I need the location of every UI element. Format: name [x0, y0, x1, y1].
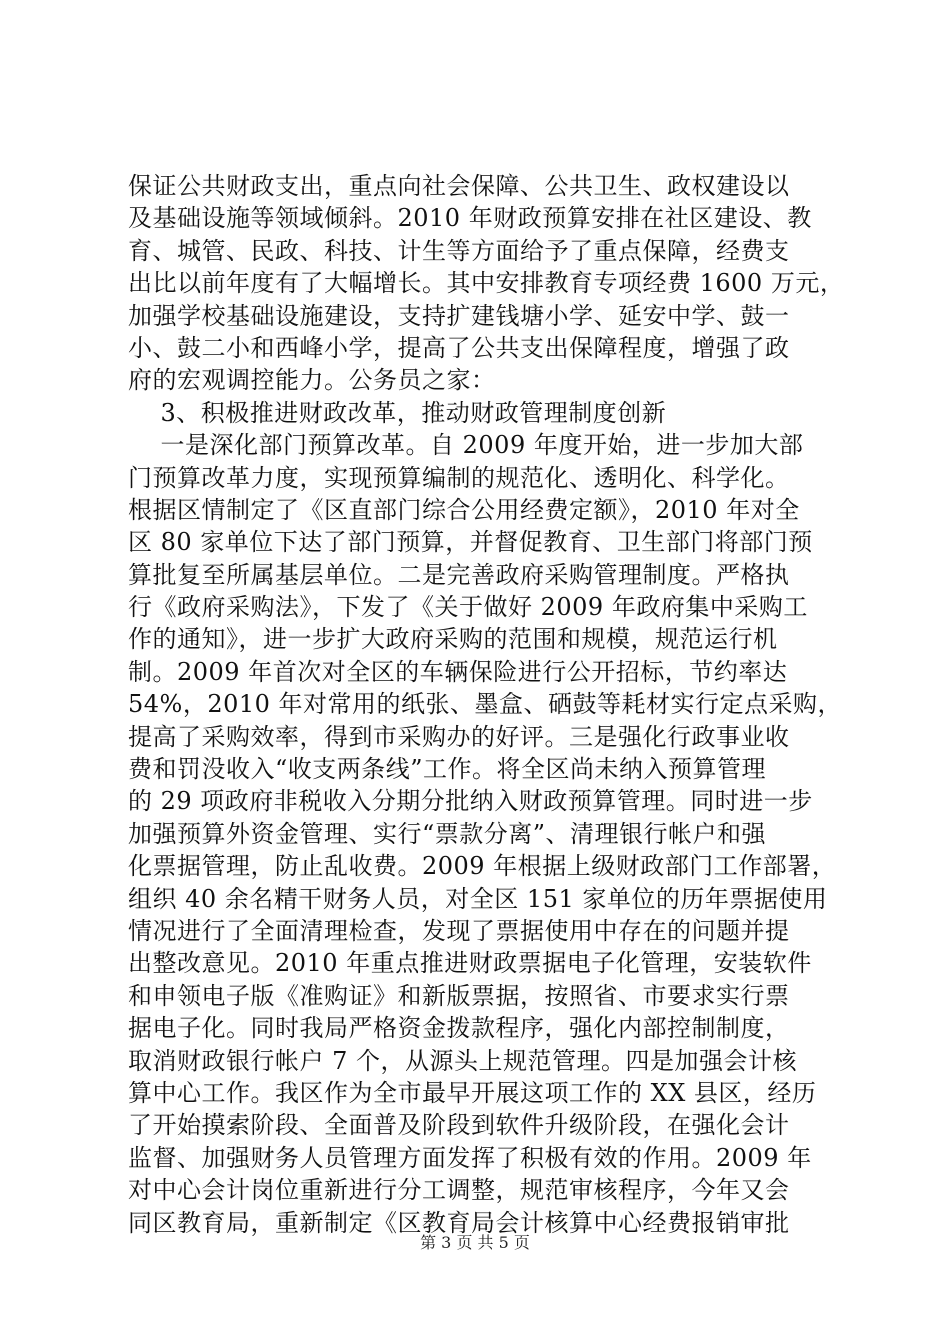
- text-line: 算批复至所属基层单位。二是完善政府采购管理制度。严格执: [128, 560, 790, 589]
- text-line: 保证公共财政支出，重点向社会保障、公共卫生、政权建设以: [128, 172, 790, 200]
- text-line: 小、鼓二小和西峰小学，提高了公共支出保障程度，增强了政: [128, 333, 790, 362]
- text-line: 加强预算外资金管理、实行“票款分离”、清理银行帐户和强: [128, 819, 767, 848]
- text-line: 同区教育局，重新制定《区教育局会计核算中心经费报销审批: [128, 1208, 790, 1237]
- text-line: 取消财政银行帐户 7 个，从源头上规范管理。四是加强会计核: [128, 1046, 798, 1075]
- text-line: 一是深化部门预算改革。自 2009 年度开始，进一步加大部: [128, 431, 804, 460]
- text-line: 及基础设施等领域倾斜。2010 年财政预算安排在社区建设、教: [128, 204, 812, 233]
- text-line: 的 29 项政府非税收入分期分批纳入财政预算管理。同时进一步: [128, 787, 813, 816]
- document-body: [128, 170, 848, 1239]
- text-line: 算中心工作。我区作为全市最早开展这项工作的 XX 县区，经历: [128, 1078, 817, 1107]
- text-line: 育、城管、民政、科技、计生等方面给予了重点保障，经费支: [128, 236, 790, 265]
- text-line: 54%，2010 年对常用的纸张、墨盒、硒鼓等耗材实行定点采购，: [128, 690, 843, 719]
- text-line: 对中心会计岗位重新进行分工调整，规范审核程序，今年又会: [128, 1176, 790, 1205]
- text-line: 根据区情制定了《区直部门综合公用经费定额》，2010 年对全: [128, 495, 800, 524]
- page-footer: 第 3 页 共 5 页: [420, 1233, 530, 1252]
- text-line: 作的通知》，进一步扩大政府采购的范围和规模，规范运行机: [128, 625, 778, 654]
- text-line: 费和罚没收入“收支两条线”工作。将全区尚未纳入预算管理: [128, 755, 767, 784]
- text-line: 监督、加强财务人员管理方面发挥了积极有效的作用。2009 年: [128, 1143, 812, 1172]
- text-line: 出比以前年度有了大幅增长。其中安排教育专项经费 1600 万元，: [128, 269, 845, 298]
- text-line: 加强学校基础设施建设，支持扩建钱塘小学、延安中学、鼓一: [128, 301, 790, 330]
- text-line: 行《政府采购法》，下发了《关于做好 2009 年政府集中采购工: [128, 593, 808, 622]
- text-line: 区 80 家单位下达了部门预算，并督促教育、卫生部门将部门预: [128, 528, 813, 557]
- text-line: 提高了采购效率，得到市采购办的好评。三是强化行政事业收: [128, 722, 790, 751]
- text-line: 府的宏观调控能力。公务员之家：: [128, 366, 496, 395]
- text-line: 门预算改革力度，实现预算编制的规范化、透明化、科学化。: [128, 463, 790, 492]
- text-line: 出整改意见。2010 年重点推进财政票据电子化管理，安装软件: [128, 949, 812, 978]
- text-line: 据电子化。同时我局严格资金拨款程序，强化内部控制制度，: [128, 1014, 790, 1043]
- text-line: 制。2009 年首次对全区的车辆保险进行公开招标，节约率达: [128, 657, 788, 686]
- text-line: 了开始摸索阶段、全面普及阶段到软件升级阶段，在强化会计: [128, 1111, 790, 1140]
- text-line: 和申领电子版《准购证》和新版票据，按照省、市要求实行票: [128, 981, 790, 1010]
- text-line: 组织 40 余名精干财务人员，对全区 151 家单位的历年票据使用: [128, 884, 828, 913]
- text-line: 化票据管理，防止乱收费。2009 年根据上级财政部门工作部署，: [128, 852, 837, 881]
- text-line: 情况进行了全面清理检查，发现了票据使用中存在的问题并提: [128, 916, 790, 945]
- text-line: 3、积极推进财政改革，推动财政管理制度创新: [128, 398, 667, 427]
